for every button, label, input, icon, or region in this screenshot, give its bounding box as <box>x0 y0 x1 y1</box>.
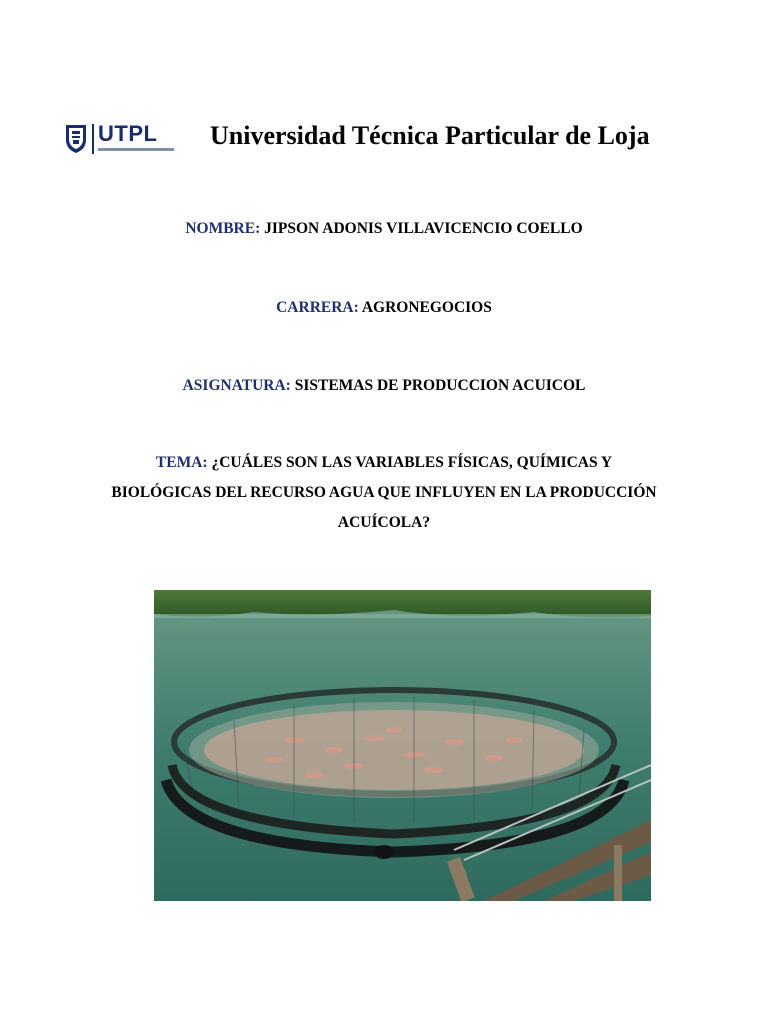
asignatura-line <box>0 371 768 401</box>
logo-subtitle-line <box>98 148 174 151</box>
tema-label: TEMA: <box>155 454 208 471</box>
carrera-label: CARRERA: <box>276 299 359 316</box>
tema-block <box>110 448 658 538</box>
fish-cage-illustration <box>154 590 651 901</box>
carrera-line <box>0 293 768 323</box>
nombre-value: JIPSON ADONIS VILLAVICENCIO COELLO <box>264 220 583 237</box>
logo-divider <box>92 124 94 154</box>
tema-value: ¿CUÁLES SON LAS VARIABLES FÍSICAS, QUÍMICAS Y BIOLÓGICAS DEL RECURSO AGUA QUE INFLUYEN EN LA PRODUCCIÓN ACUÍCOLA? <box>111 454 657 531</box>
asignatura-value: SISTEMAS DE PRODUCCION ACUICOL <box>294 377 586 394</box>
carrera-value: AGRONEGOCIOS <box>361 299 492 316</box>
logo-wordmark: UTPL <box>98 121 158 146</box>
fish-cage-photo <box>154 590 651 901</box>
university-title: Universidad Técnica Particular de Loja <box>210 121 650 150</box>
document-header <box>0 0 768 200</box>
utpl-logo <box>64 122 176 156</box>
nombre-line <box>0 214 768 244</box>
nombre-label: NOMBRE: <box>185 220 261 237</box>
utpl-seal-icon <box>64 122 88 154</box>
asignatura-label: ASIGNATURA: <box>182 377 291 394</box>
